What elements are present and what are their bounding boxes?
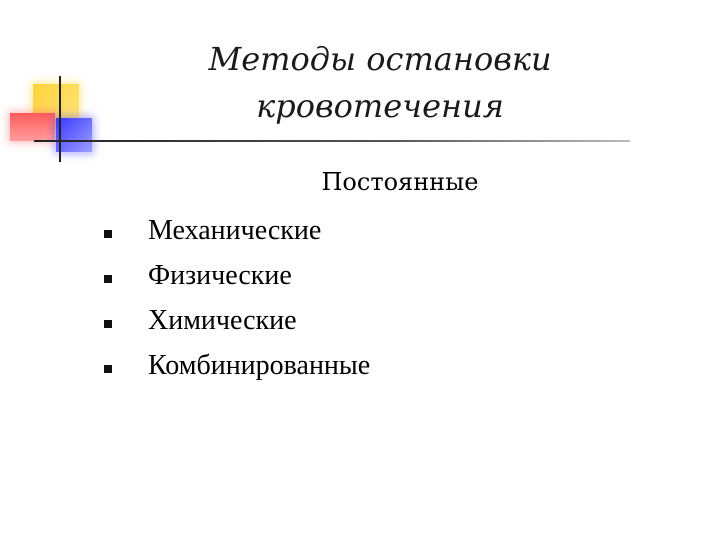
square-bullet-icon [104,230,112,238]
list-item [100,257,370,302]
slide-title-line-2: кровотечения [256,87,504,125]
square-bullet-icon [104,275,112,283]
decor-red-square [10,113,55,141]
list-item-label: Комбинированные [148,350,371,381]
square-bullet-icon [104,320,112,328]
list-item-label: Физические [148,260,292,291]
square-bullet-icon [104,365,112,373]
slide-title-line-1: Методы остановки [208,40,552,78]
title-underline [34,140,630,142]
list-item-label: Механические [148,215,322,246]
slide-subtitle: Постоянные [321,168,479,196]
decor-blue-square [56,118,92,152]
list-item [100,302,370,347]
list-item [100,212,370,257]
bullet-list [100,212,370,392]
list-item-label: Химические [148,305,297,336]
decor-vertical-line [59,76,61,162]
slide-title [180,36,580,130]
list-item [100,347,370,392]
